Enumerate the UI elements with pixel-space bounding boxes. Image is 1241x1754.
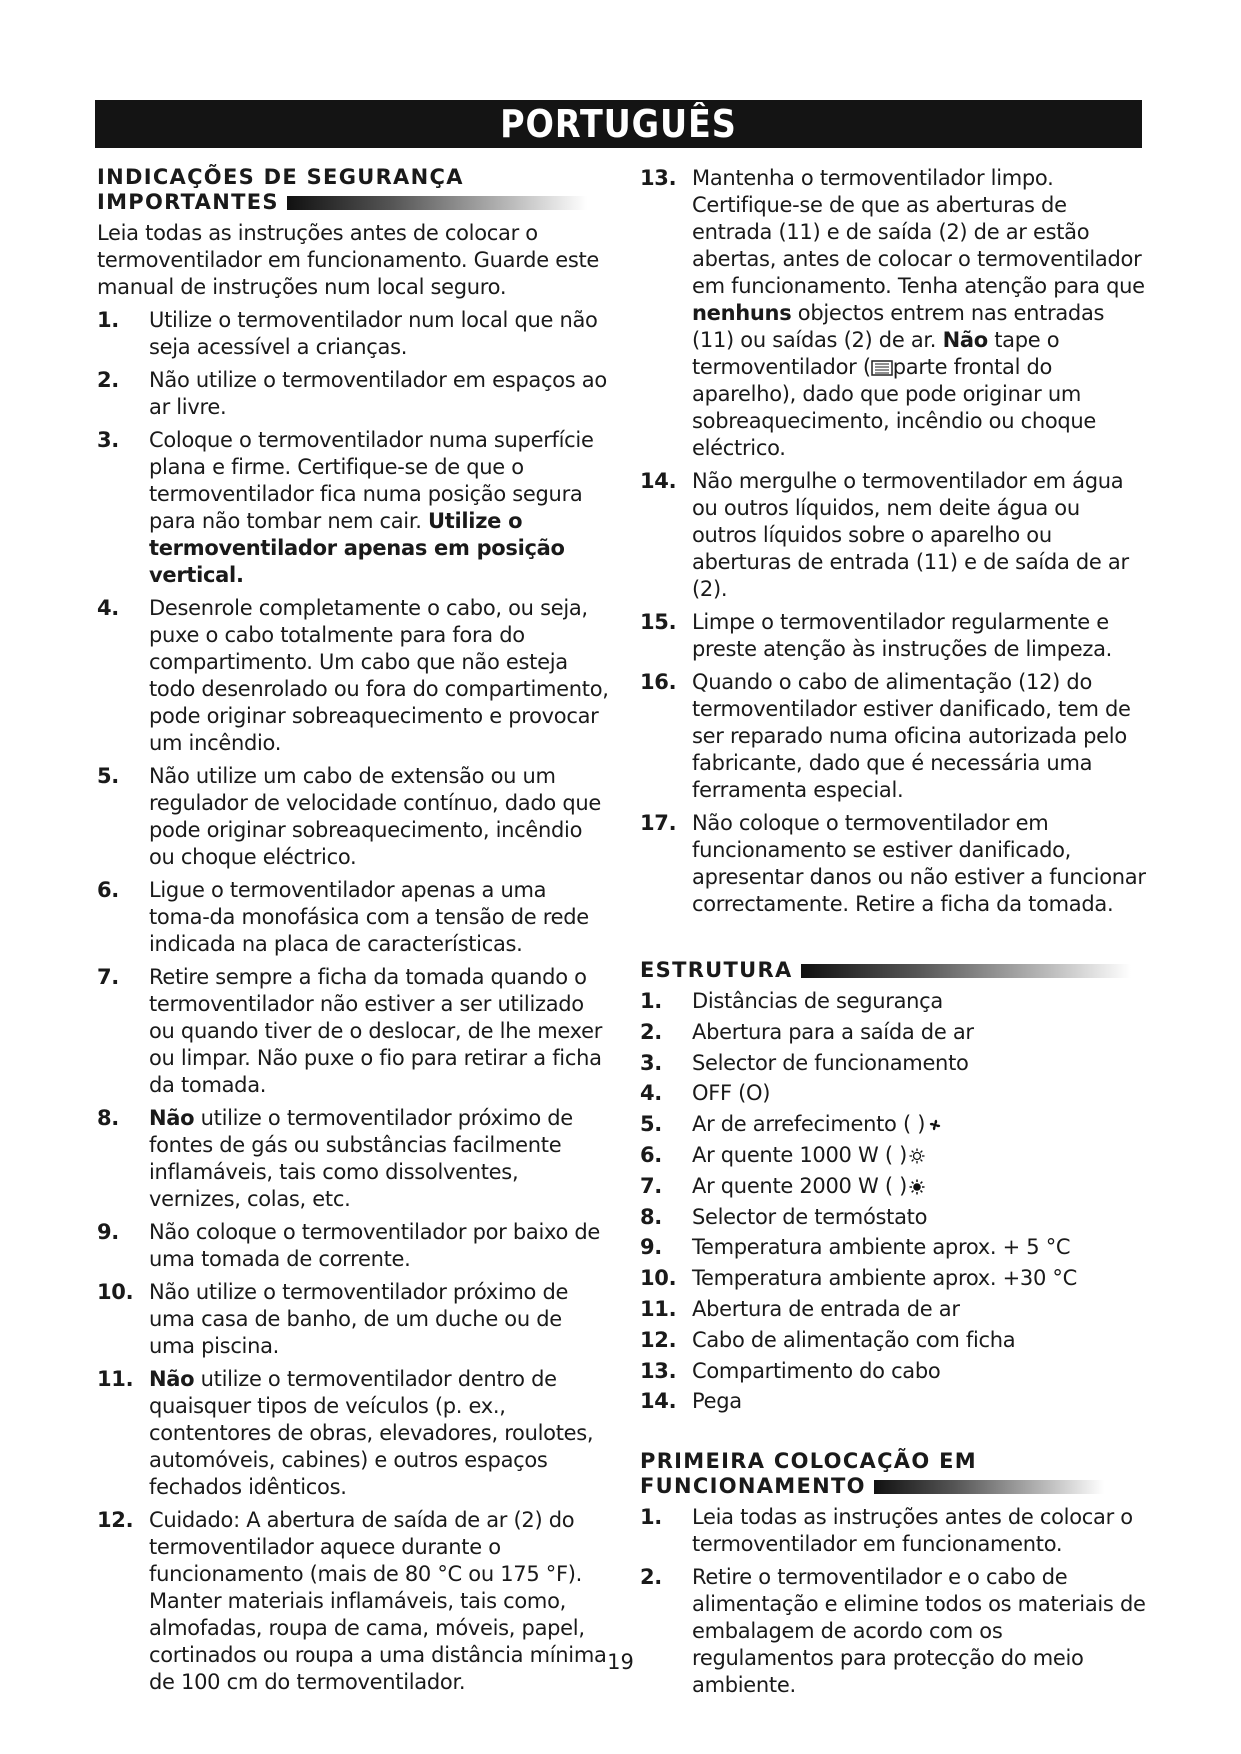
item-number: 7.: [640, 1173, 662, 1198]
item-text-wrapper: [692, 1173, 1150, 1200]
item-number: 14.: [640, 469, 677, 493]
primeira-heading-line2: FUNCIONAMENTO: [640, 1474, 866, 1499]
item-text: Ar quente 2000 W ( ): [692, 1173, 907, 1198]
safety-list: [97, 307, 612, 1696]
item-text-wrapper: [149, 427, 612, 589]
heading-gradient-bar: [287, 196, 587, 210]
item-bold-text: Utilize o termoventilador apenas em posição vertical.: [149, 509, 565, 587]
item-number: 10.: [640, 1266, 677, 1291]
item-text: Ar de arrefecimento ( ): [692, 1112, 926, 1137]
item-text: Coloque o termoventilador numa superfície plana e firme. Certifique-se de que o termoventilador fica numa posição segura para não tombar nem cair.: [149, 428, 594, 533]
item-number: 9.: [640, 1235, 662, 1260]
item-text-wrapper: [692, 1142, 1150, 1169]
item-number: 1.: [97, 308, 119, 332]
item-text: Selector de funcionamento: [692, 1050, 969, 1075]
language-banner: [95, 100, 1142, 148]
list-item: [640, 988, 1150, 1015]
item-text: Utilize o termoventilador num local que não seja acessível a crianças.: [149, 308, 598, 359]
item-text: utilize o termoventilador próximo de fontes de gás ou substâncias facilmente inflamáveis, tais como dissolventes, vernizes, colas, etc.: [149, 1106, 573, 1211]
list-item: [640, 468, 1150, 603]
list-item: [640, 1327, 1150, 1354]
heading-gradient-bar: [801, 964, 1131, 978]
page-number: 19: [607, 1650, 634, 1674]
list-item: [640, 1050, 1150, 1077]
list-item: [640, 1173, 1150, 1200]
list-item: [97, 877, 612, 958]
heater-front-icon: [871, 356, 893, 372]
item-number: 7.: [97, 965, 119, 989]
item-text: Distâncias de segurança: [692, 989, 943, 1013]
safety-heading: [97, 165, 612, 215]
item-text: Não coloque o termoventilador por baixo de uma tomada de corrente.: [149, 1220, 601, 1271]
primeira-heading-line1: PRIMEIRA COLOCAÇÃO EM: [640, 1449, 977, 1474]
primeira-heading: [640, 1449, 1150, 1499]
item-text: Não utilize um cabo de extensão ou um regulador de velocidade contínuo, dado que pode originar sobreaquecimento, incêndio ou choque eléctrico.: [149, 764, 601, 869]
list-item: [97, 964, 612, 1099]
item-number: 11.: [97, 1367, 134, 1391]
list-item: [97, 1219, 612, 1273]
item-text: Não coloque o termoventilador em funcionamento se estiver danificado, apresentar danos ou não estiver a funcionar correctamente. Retire a ficha da tomada.: [692, 811, 1146, 916]
item-number: 6.: [97, 878, 119, 902]
item-text: Temperatura ambiente aprox. +30 °C: [692, 1266, 1077, 1291]
item-text: Cuidado: A abertura de saída de ar (2) do termoventilador aquece durante o funcionamento (mais de 80 °C ou 175 °F). Manter materiais inflamáveis, tais como, almofadas, roupa de cama, móveis, papel, cortinados ou roupa a uma distância mínima de 100 cm do termoventilador.: [149, 1508, 607, 1694]
item-text: Abertura para a saída de ar: [692, 1019, 974, 1044]
item-text: Cabo de alimentação com ficha: [692, 1327, 1016, 1352]
item-text: Retire o termoventilador e o cabo de alimentação e elimine todos os materiais de embalagem de acordo com os regulamentos para protecção do meio ambiente.: [692, 1565, 1146, 1698]
item-text: Compartimento do cabo: [692, 1358, 941, 1383]
item-number: 11.: [640, 1296, 677, 1321]
item-number: 8.: [97, 1106, 119, 1130]
item-number: 4.: [640, 1081, 662, 1106]
item-number: 4.: [97, 596, 119, 620]
right-column: [640, 165, 1150, 1705]
item-text: Não utilize o termoventilador em espaços ao ar livre.: [149, 368, 607, 419]
item-number: 5.: [97, 764, 119, 788]
item-number: 16.: [640, 670, 677, 694]
fan-icon: [927, 1113, 943, 1129]
item-text-part: Mantenha o termoventilador limpo. Certifique-se de que as aberturas de entrada (11) e de saída (2) de ar estão abertas, antes de colocar o termoventilador em funcionamento. Tenha atenção para que: [692, 166, 1145, 298]
item-number: 13.: [640, 1358, 677, 1383]
list-item: [640, 1204, 1150, 1231]
item-number: 13.: [640, 166, 677, 190]
item-text: Ar quente 1000 W ( ): [692, 1142, 907, 1167]
list-item: [640, 609, 1150, 663]
item-number: 3.: [640, 1050, 662, 1075]
item-text: Abertura de entrada de ar: [692, 1296, 960, 1321]
sun-filled-icon: [909, 1175, 925, 1191]
list-item: [97, 427, 612, 589]
list-item: [640, 1564, 1150, 1699]
item-number: 12.: [640, 1327, 677, 1352]
item-text: Desenrole completamente o cabo, ou seja, puxe o cabo totalmente para fora do compartimento. Um cabo que não esteja todo desenrolado ou fora do compartimento, pode originar sobreaquecimento e provocar um incêndio.: [149, 596, 609, 755]
item-lead-bold: Não: [149, 1106, 195, 1130]
list-item: [97, 367, 612, 421]
item-text: Limpe o termoventilador regularmente e preste atenção às instruções de limpeza.: [692, 610, 1113, 661]
list-item: [640, 165, 1150, 462]
list-item: [640, 1080, 1150, 1107]
list-item: [97, 1279, 612, 1360]
list-item: [97, 763, 612, 871]
item-number: 1.: [640, 989, 662, 1013]
item-text-wrapper: [692, 165, 1150, 462]
item-number: 2.: [97, 368, 119, 392]
item-number: 1.: [640, 1505, 662, 1530]
item-text: Ligue o termoventilador apenas a uma toma-da monofásica com a tensão de rede indicada na placa de características.: [149, 878, 589, 956]
list-item: [640, 1296, 1150, 1323]
list-item: [640, 1358, 1150, 1385]
safety-heading-line1: INDICAÇÕES DE SEGURANÇA: [97, 165, 464, 189]
list-item: [97, 595, 612, 757]
item-text: OFF (O): [692, 1081, 771, 1106]
safety-heading-line2: IMPORTANTES: [97, 190, 279, 214]
left-column: [97, 165, 612, 1702]
item-number: 14.: [640, 1389, 677, 1414]
item-number: 15.: [640, 610, 677, 634]
safety-intro: Leia todas as instruções antes de colocar o termoventilador em funcionamento. Guarde este manual de instruções num local seguro.: [97, 221, 600, 299]
list-item: [640, 1142, 1150, 1169]
item-number: 2.: [640, 1019, 662, 1044]
item-text-part: objectos entrem nas entradas (11) ou saídas (2) de ar.: [692, 301, 1105, 352]
item-number: 12.: [97, 1508, 134, 1532]
item-text-wrapper: [149, 1366, 612, 1501]
list-item: [97, 1105, 612, 1213]
list-item: [640, 1265, 1150, 1292]
item-text: Pega: [692, 1389, 742, 1414]
estrutura-list: [640, 988, 1150, 1415]
banner-title: PORTUGUÊS: [500, 102, 737, 146]
item-text: Retire sempre a ficha da tomada quando o termoventilador não estiver a ser utilizado ou quando tiver de o deslocar, de lhe mexer ou limpar. Não puxe o fio para retirar a ficha da tomada.: [149, 965, 603, 1097]
item-text: Não mergulhe o termoventilador em água ou outros líquidos, nem deite água ou outros líquidos sobre o aparelho ou aberturas de entrada (11) e de saída de ar (2).: [692, 469, 1129, 601]
item-text: Quando o cabo de alimentação (12) do termoventilador estiver danificado, tem de ser reparado numa oficina autorizada pelo fabricante, dado que é necessária uma ferramenta especial.: [692, 670, 1131, 802]
item-text-wrapper: [692, 1111, 1150, 1138]
item-text: utilize o termoventilador dentro de quaisquer tipos de veículos (p. ex., contentores de obras, elevadores, roulotes, automóveis, cabines) e outros espaços fechados idênticos.: [149, 1367, 594, 1499]
item-number: 17.: [640, 811, 677, 835]
sun-outline-icon: [909, 1144, 925, 1160]
item-number: 3.: [97, 428, 119, 452]
item-number: 6.: [640, 1142, 662, 1167]
item-text: Não utilize o termoventilador próximo de uma casa de banho, de um duche ou de uma piscina.: [149, 1280, 569, 1358]
list-item: [640, 810, 1150, 918]
item-text-part: tape o termoventilador (: [692, 328, 1060, 379]
item-number: 5.: [640, 1112, 662, 1137]
heading-gradient-bar: [874, 1480, 1104, 1494]
item-bold-text: Não: [942, 328, 988, 352]
item-number: 2.: [640, 1565, 662, 1590]
item-text: Leia todas as instruções antes de colocar o termoventilador em funcionamento.: [692, 1505, 1133, 1557]
item-bold-text: nenhuns: [692, 301, 792, 325]
item-number: 9.: [97, 1220, 119, 1244]
safety-list-continued: [640, 165, 1150, 918]
item-text: Selector de termóstato: [692, 1204, 928, 1229]
list-item: [97, 1366, 612, 1501]
estrutura-heading: [640, 958, 1150, 983]
list-item: [640, 1504, 1150, 1558]
item-text-part: parte frontal do aparelho), dado que pode originar um sobreaquecimento, incêndio ou choque eléctrico.: [692, 355, 1097, 460]
list-item: [97, 307, 612, 361]
list-item: [640, 1111, 1150, 1138]
list-item: [640, 1234, 1150, 1261]
estrutura-heading-text: ESTRUTURA: [640, 958, 793, 982]
list-item: [640, 1019, 1150, 1046]
item-text-wrapper: [149, 1105, 612, 1213]
list-item: [640, 1388, 1150, 1415]
item-number: 10.: [97, 1280, 134, 1304]
item-number: 8.: [640, 1204, 662, 1229]
item-text: Temperatura ambiente aprox. + 5 °C: [692, 1235, 1071, 1260]
list-item: [640, 669, 1150, 804]
item-lead-bold: Não: [149, 1367, 195, 1391]
